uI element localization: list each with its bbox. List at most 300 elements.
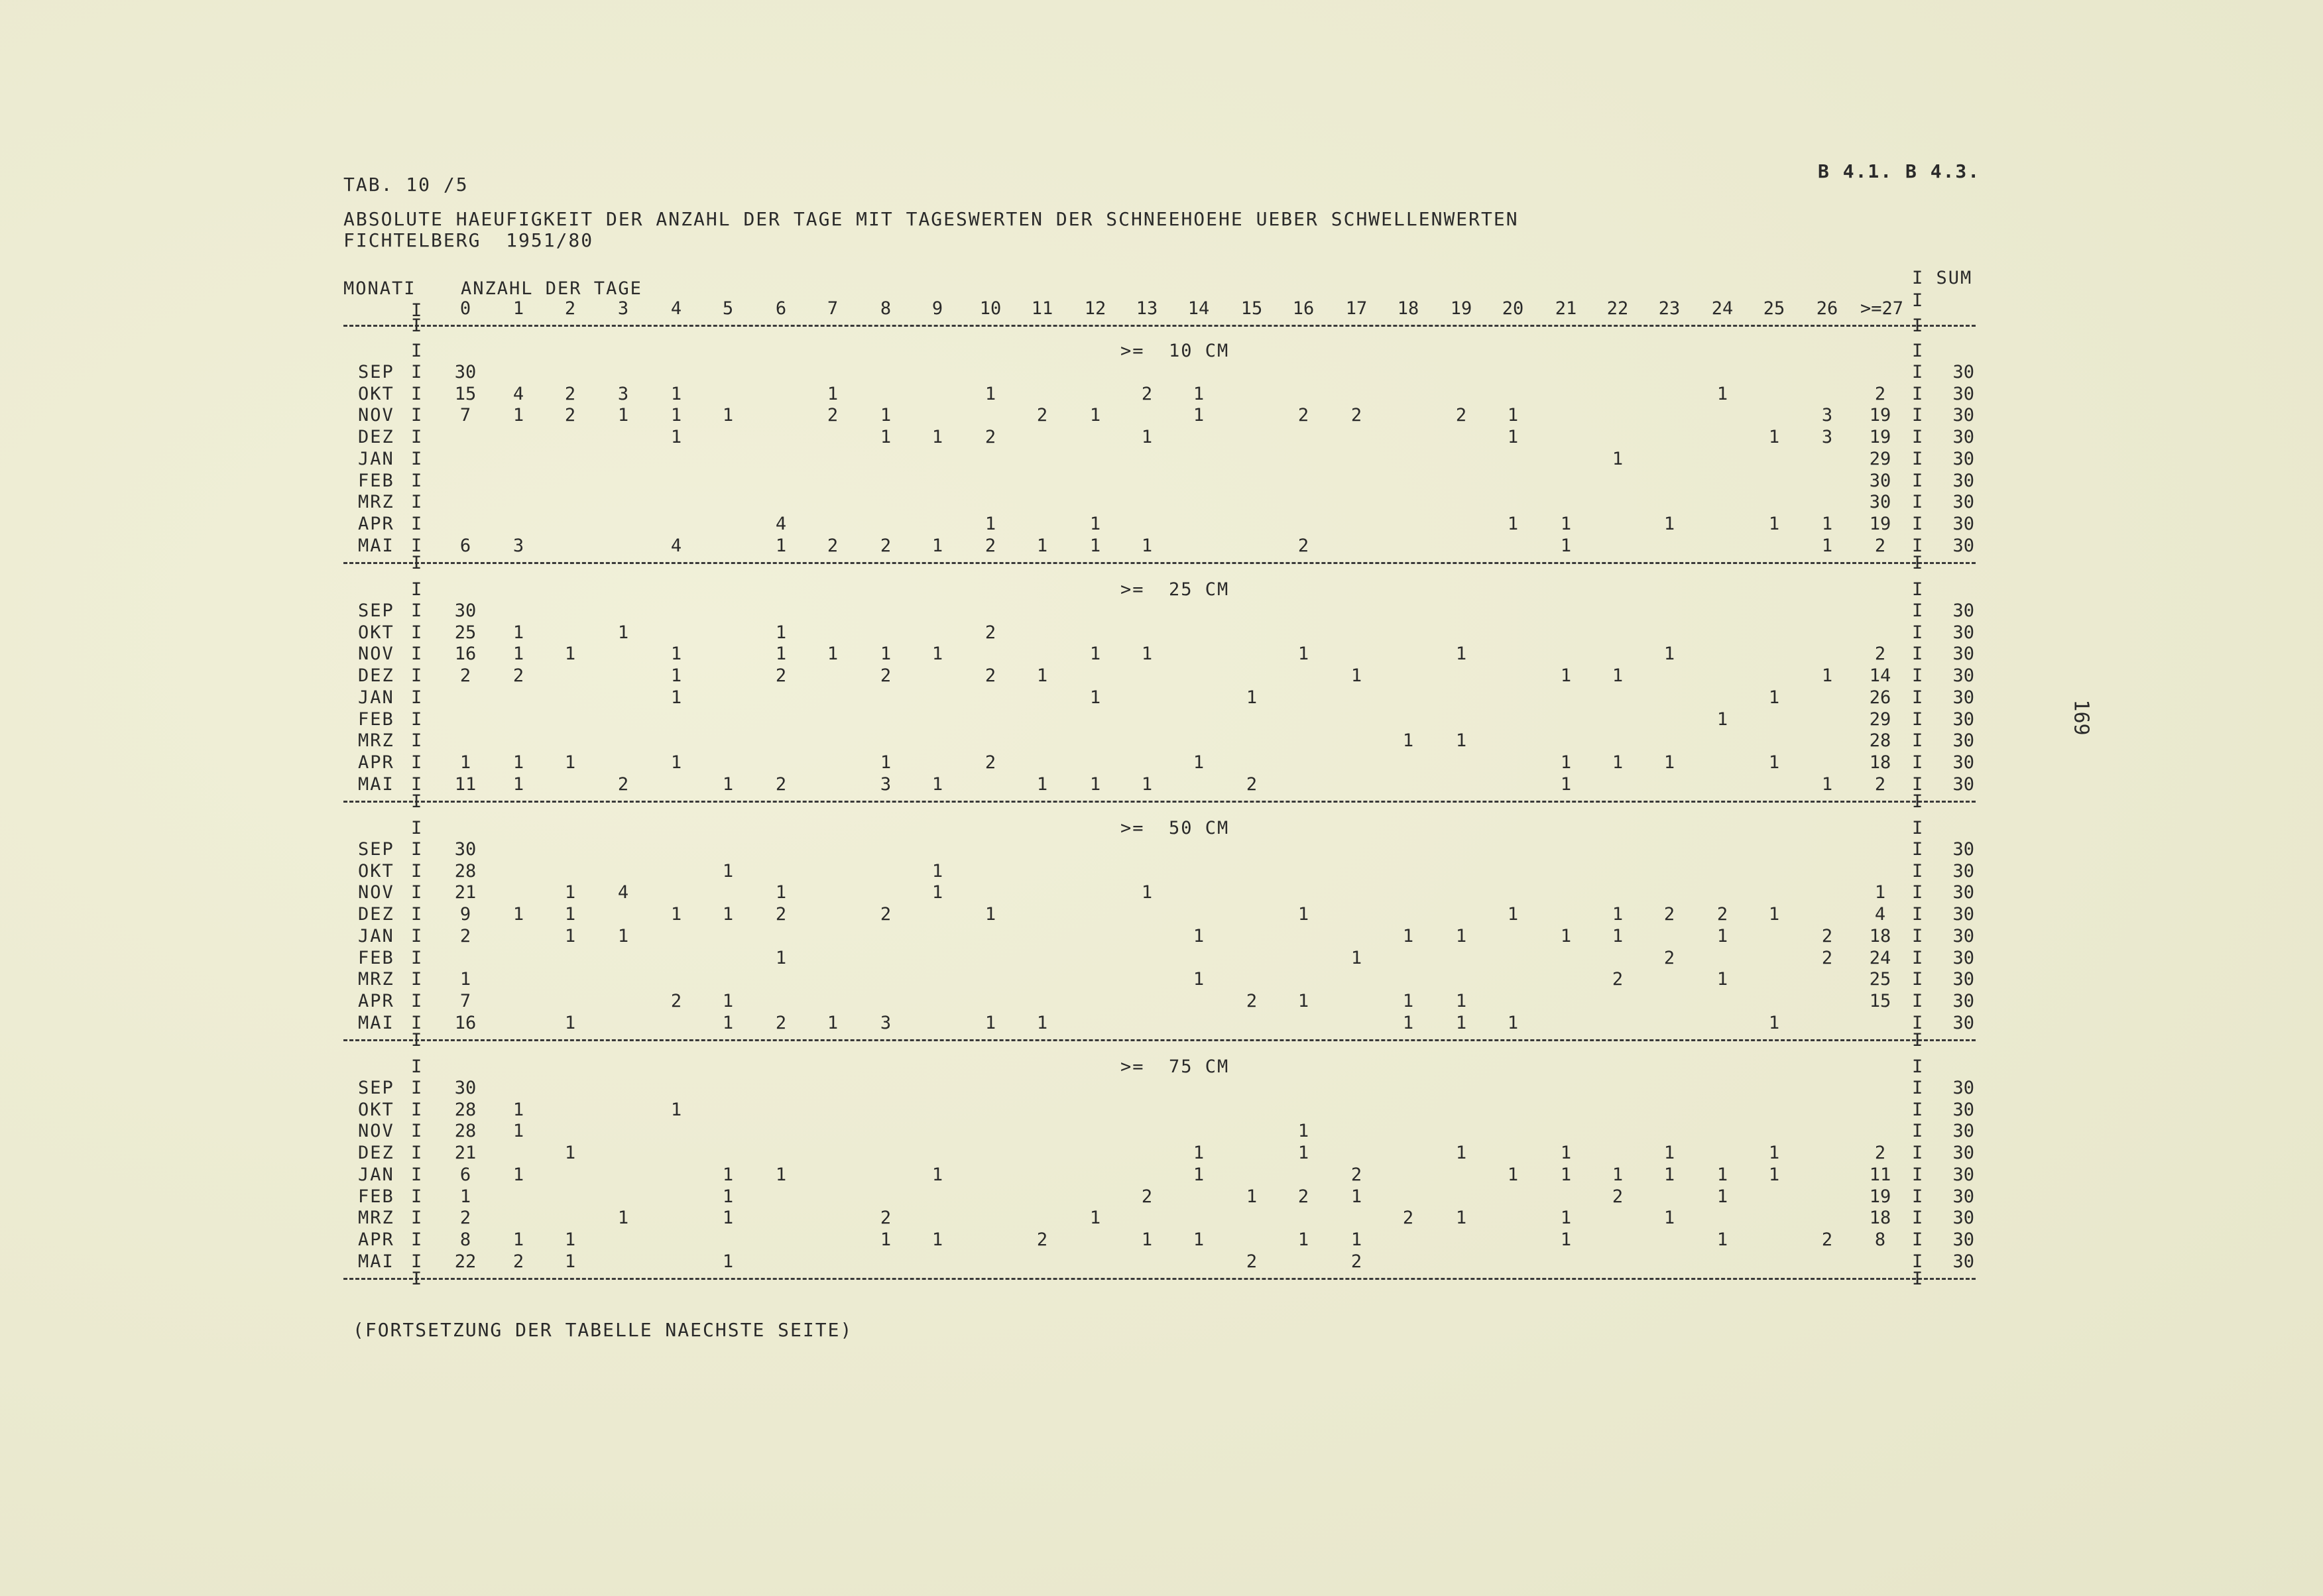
table-cell: 2 (1874, 773, 1886, 795)
sum-bar: I (1912, 1143, 1923, 1164)
sum-bar: I (1912, 687, 1923, 708)
table-cell: 18 (1869, 1208, 1891, 1229)
table-cell: 1 (1768, 513, 1780, 534)
table-cell: 1 (1507, 405, 1519, 426)
table-cell: 7 (459, 405, 471, 426)
table-cell: 9 (459, 904, 471, 925)
sum-bar: I (1912, 1099, 1923, 1120)
month-label: OKT (358, 1099, 394, 1120)
column-header: 15 (1240, 298, 1263, 319)
table-cell: 1 (564, 644, 576, 665)
table-cell: 4 (617, 882, 629, 903)
table-cell: 1 (1350, 1229, 1362, 1250)
table-cell: 1 (1193, 383, 1205, 404)
table-cell: 1 (670, 752, 682, 773)
sum-bar: I (1912, 1078, 1923, 1098)
table-cell: 1 (931, 1229, 943, 1250)
table-cell: 1 (1821, 513, 1833, 534)
table-cell: 1 (1246, 1186, 1258, 1207)
table-cell: 1 (670, 427, 682, 448)
table-cell: 2 (459, 925, 471, 946)
row-bar: I (411, 644, 422, 665)
sum-bar: I (1912, 1164, 1923, 1185)
table-cell: 1 (1455, 990, 1467, 1011)
separator-bar: I (411, 553, 422, 574)
table-cell: 1 (564, 904, 576, 925)
table-cell: 1 (931, 773, 943, 795)
sum-bar: I (1912, 427, 1923, 448)
table-cell: 1 (931, 860, 943, 882)
column-header: 5 (722, 298, 734, 319)
table-cell: 1 (931, 427, 943, 448)
table-cell: 2 (1246, 990, 1258, 1011)
row-sum: 30 (1952, 622, 1974, 643)
column-header: 25 (1763, 298, 1785, 319)
row-bar: I (411, 752, 422, 773)
threshold-label: >= 10 CM (1120, 341, 1230, 361)
table-cell: 1 (459, 1186, 471, 1207)
footer-note: (FORTSETZUNG DER TABELLE NAECHSTE SEITE) (353, 1319, 853, 1341)
month-label: MRZ (358, 730, 394, 752)
table-cell: 1 (1089, 1208, 1101, 1229)
row-sum: 30 (1952, 687, 1974, 708)
column-header: 10 (979, 298, 1002, 319)
month-label: APR (358, 990, 394, 1011)
sum-bar: I (1912, 1229, 1923, 1250)
table-cell: 2 (1246, 1251, 1258, 1272)
table-cell: 1 (617, 925, 629, 946)
table-cell: 1 (1874, 882, 1886, 903)
table-title: ABSOLUTE HAEUFIGKEIT DER ANZAHL DER TAGE MIT TAGESWERTEN DER SCHNEEHOEHE UEBER SCHWELLENWERTEN (343, 208, 1519, 230)
table-cell: 1 (1402, 925, 1414, 946)
table-cell: 1 (722, 405, 734, 426)
table-cell: 1 (722, 990, 734, 1011)
table-cell: 19 (1869, 427, 1891, 448)
table-cell: 1 (1297, 1121, 1309, 1142)
month-label: DEZ (358, 665, 394, 687)
table-cell: 1 (775, 882, 787, 903)
table-cell: 1 (931, 644, 943, 665)
table-cell: 2 (1350, 405, 1362, 426)
header-separator (343, 325, 1976, 327)
table-cell: 21 (454, 882, 477, 903)
month-label: NOV (358, 882, 394, 903)
table-cell: 6 (459, 535, 471, 556)
table-cell: 1 (1193, 405, 1205, 426)
table-cell: 1 (1560, 1143, 1572, 1164)
column-header: 19 (1450, 298, 1472, 319)
table-cell: 2 (1350, 1164, 1362, 1185)
table-cell: 2 (775, 665, 787, 687)
month-label: JAN (358, 687, 394, 708)
row-sum: 30 (1952, 990, 1974, 1011)
month-label: SEP (358, 362, 394, 382)
row-sum: 30 (1952, 470, 1974, 491)
table-cell: 1 (1455, 644, 1467, 665)
table-cell: 15 (1869, 990, 1891, 1011)
column-header: 26 (1816, 298, 1838, 319)
row-sum: 30 (1952, 644, 1974, 665)
row-sum: 30 (1952, 362, 1974, 382)
table-cell: 1 (1663, 644, 1675, 665)
header-bar: I (411, 300, 422, 321)
table-cell: 1 (617, 405, 629, 426)
threshold-bar: I (1912, 818, 1923, 838)
table-cell: 1 (1716, 1229, 1728, 1250)
sum-bar: I (1912, 1121, 1923, 1142)
row-sum: 30 (1952, 1229, 1974, 1250)
table-cell: 30 (454, 600, 477, 621)
column-header: 6 (775, 298, 787, 319)
table-cell: 1 (1560, 752, 1572, 773)
table-cell: 3 (880, 773, 892, 795)
row-bar: I (411, 622, 422, 643)
row-sum: 30 (1952, 969, 1974, 990)
table-cell: 28 (454, 1099, 477, 1120)
table-cell: 1 (1350, 947, 1362, 968)
row-bar: I (411, 513, 422, 534)
table-cell: 2 (775, 773, 787, 795)
row-bar: I (411, 990, 422, 1011)
table-cell: 1 (1507, 904, 1519, 925)
row-sum: 30 (1952, 1208, 1974, 1229)
table-cell: 3 (1821, 405, 1833, 426)
table-cell: 1 (1612, 925, 1624, 946)
row-bar: I (411, 882, 422, 903)
table-cell: 11 (454, 773, 477, 795)
threshold-label: >= 75 CM (1120, 1056, 1230, 1077)
row-bar: I (411, 492, 422, 513)
month-label: MRZ (358, 969, 394, 990)
month-label: APR (358, 752, 394, 773)
month-label: SEP (358, 600, 394, 621)
table-cell: 1 (1141, 1229, 1153, 1250)
table-cell: 1 (1089, 535, 1101, 556)
table-cell: 19 (1869, 405, 1891, 426)
table-cell: 16 (454, 1012, 477, 1033)
sum-bar: I (1912, 947, 1923, 968)
row-bar: I (411, 362, 422, 382)
table-cell: 1 (512, 622, 524, 643)
row-sum: 30 (1952, 925, 1974, 946)
row-sum: 30 (1952, 405, 1974, 426)
sum-bar: I (1912, 383, 1923, 404)
table-cell: 1 (827, 644, 839, 665)
table-cell: 18 (1869, 752, 1891, 773)
table-cell: 1 (670, 904, 682, 925)
table-cell: 1 (722, 1012, 734, 1033)
sum-bar: I (1912, 990, 1923, 1011)
table-cell: 1 (722, 773, 734, 795)
column-header: 1 (512, 298, 524, 319)
sum-bar: I (1912, 665, 1923, 687)
row-sum: 30 (1952, 448, 1974, 469)
table-cell: 2 (617, 773, 629, 795)
table-cell: 1 (1297, 990, 1309, 1011)
table-cell: 29 (1869, 448, 1891, 469)
column-header: 14 (1187, 298, 1210, 319)
table-cell: 30 (454, 839, 477, 860)
row-bar: I (411, 427, 422, 448)
table-cell: 1 (722, 1208, 734, 1229)
column-header: 9 (931, 298, 943, 319)
separator-bar: I (1912, 315, 1923, 336)
table-cell: 1 (984, 904, 996, 925)
table-cell: 4 (512, 383, 524, 404)
table-cell: 1 (670, 644, 682, 665)
table-cell: 1 (1036, 665, 1048, 687)
sum-bar: I (1912, 644, 1923, 665)
row-bar: I (411, 947, 422, 968)
table-cell: 1 (1193, 1229, 1205, 1250)
column-header: 7 (827, 298, 839, 319)
table-cell: 1 (775, 535, 787, 556)
row-sum: 30 (1952, 947, 1974, 968)
table-cell: 1 (1560, 773, 1572, 795)
table-cell: 1 (1768, 1012, 1780, 1033)
header-monat: MONATI (343, 278, 416, 299)
table-cell: 1 (1455, 730, 1467, 752)
table-cell: 2 (1874, 644, 1886, 665)
table-cell: 2 (1297, 405, 1309, 426)
month-label: MAI (358, 1012, 394, 1033)
row-bar: I (411, 1012, 422, 1033)
table-cell: 1 (564, 925, 576, 946)
table-cell: 1 (1507, 1164, 1519, 1185)
row-sum: 30 (1952, 383, 1974, 404)
sum-bar: I (1912, 709, 1923, 730)
month-label: NOV (358, 405, 394, 426)
column-header: 8 (880, 298, 892, 319)
table-cell: 2 (1297, 1186, 1309, 1207)
table-cell: 14 (1869, 665, 1891, 687)
table-cell: 19 (1869, 513, 1891, 534)
table-cell: 30 (1869, 470, 1891, 491)
table-cell: 2 (1874, 1143, 1886, 1164)
table-cell: 1 (564, 1229, 576, 1250)
table-cell: 2 (1141, 383, 1153, 404)
table-cell: 3 (1821, 427, 1833, 448)
row-bar: I (411, 1208, 422, 1229)
column-header: 13 (1136, 298, 1158, 319)
table-cell: 1 (1193, 1164, 1205, 1185)
row-sum: 30 (1952, 513, 1974, 534)
table-cell: 1 (984, 383, 996, 404)
table-subtitle: FICHTELBERG 1951/80 (343, 229, 594, 251)
table-cell: 2 (512, 1251, 524, 1272)
table-cell: 1 (1402, 730, 1414, 752)
table-cell: 1 (1089, 644, 1101, 665)
sum-bar: I (1912, 622, 1923, 643)
table-cell: 1 (1141, 644, 1153, 665)
row-sum: 30 (1952, 904, 1974, 925)
table-cell: 16 (454, 644, 477, 665)
table-cell: 1 (1663, 1143, 1675, 1164)
table-cell: 1 (1768, 427, 1780, 448)
table-cell: 1 (512, 1229, 524, 1250)
table-number: TAB. 10 /5 (343, 174, 469, 196)
column-header: 21 (1555, 298, 1577, 319)
table-cell: 1 (512, 752, 524, 773)
table-cell: 2 (827, 535, 839, 556)
table-cell: 2 (564, 405, 576, 426)
table-cell: 1 (564, 1012, 576, 1033)
header-sum: SUM (1936, 268, 1973, 288)
column-header: 20 (1502, 298, 1524, 319)
row-sum: 30 (1952, 882, 1974, 903)
table-cell: 18 (1869, 925, 1891, 946)
table-cell: 1 (1036, 773, 1048, 795)
table-cell: 1 (775, 947, 787, 968)
table-cell: 1 (931, 1164, 943, 1185)
month-label: JAN (358, 925, 394, 946)
separator-bar: I (1912, 1269, 1923, 1290)
separator-bar: I (411, 1269, 422, 1290)
table-cell: 1 (1663, 513, 1675, 534)
table-cell: 1 (1560, 1229, 1572, 1250)
table-cell: 28 (1869, 730, 1891, 752)
row-bar: I (411, 969, 422, 990)
table-cell: 2 (1663, 904, 1675, 925)
section-separator (343, 1039, 1976, 1041)
column-header: 4 (670, 298, 682, 319)
table-cell: 1 (880, 752, 892, 773)
table-cell: 2 (1246, 773, 1258, 795)
table-cell: 1 (1246, 687, 1258, 708)
row-bar: I (411, 860, 422, 882)
table-cell: 1 (617, 1208, 629, 1229)
table-cell: 1 (1663, 1208, 1675, 1229)
table-cell: 2 (512, 665, 524, 687)
table-cell: 1 (1768, 904, 1780, 925)
table-cell: 1 (775, 622, 787, 643)
column-header: >=27 (1860, 298, 1904, 319)
row-sum: 30 (1952, 752, 1974, 773)
table-cell: 2 (1350, 1251, 1362, 1272)
month-label: APR (358, 1229, 394, 1250)
table-cell: 1 (1193, 969, 1205, 990)
table-cell: 1 (1193, 1143, 1205, 1164)
table-cell: 1 (459, 752, 471, 773)
row-bar: I (411, 405, 422, 426)
table-cell: 1 (1141, 773, 1153, 795)
separator-bar: I (411, 1030, 422, 1051)
sum-bar: I (1912, 448, 1923, 469)
header-sum-bar: I SUM (1912, 268, 1973, 288)
table-cell: 1 (1612, 1164, 1624, 1185)
column-header: 24 (1711, 298, 1734, 319)
table-cell: 1 (1768, 752, 1780, 773)
table-cell: 1 (670, 687, 682, 708)
table-cell: 1 (512, 904, 524, 925)
table-cell: 2 (984, 427, 996, 448)
table-cell: 2 (1821, 1229, 1833, 1250)
table-cell: 1 (1455, 1208, 1467, 1229)
table-cell: 1 (564, 1251, 576, 1272)
table-cell: 2 (775, 904, 787, 925)
table-cell: 1 (1768, 1164, 1780, 1185)
table-cell: 1 (1089, 513, 1101, 534)
table-cell: 6 (459, 1164, 471, 1185)
month-label: NOV (358, 644, 394, 665)
threshold-bar: I (1912, 1056, 1923, 1077)
month-label: JAN (358, 1164, 394, 1185)
month-label: MRZ (358, 492, 394, 513)
table-cell: 1 (1821, 773, 1833, 795)
table-cell: 4 (670, 535, 682, 556)
row-sum: 30 (1952, 1251, 1974, 1272)
table-cell: 1 (984, 513, 996, 534)
table-cell: 2 (1821, 925, 1833, 946)
table-cell: 1 (1663, 752, 1675, 773)
row-sum: 30 (1952, 730, 1974, 752)
table-cell: 1 (670, 1099, 682, 1120)
table-cell: 2 (1036, 405, 1048, 426)
table-cell: 1 (564, 752, 576, 773)
row-sum: 30 (1952, 665, 1974, 687)
table-cell: 3 (512, 535, 524, 556)
table-cell: 1 (1455, 1012, 1467, 1033)
threshold-bar: I (411, 341, 422, 361)
table-cell: 1 (880, 427, 892, 448)
table-cell: 1 (1716, 1186, 1728, 1207)
table-cell: 1 (1663, 1164, 1675, 1185)
month-label: SEP (358, 1078, 394, 1098)
threshold-label: >= 25 CM (1120, 579, 1230, 600)
table-cell: 1 (1455, 1143, 1467, 1164)
row-sum: 30 (1952, 773, 1974, 795)
table-cell: 1 (775, 1164, 787, 1185)
table-cell: 1 (880, 644, 892, 665)
threshold-label: >= 50 CM (1120, 818, 1230, 838)
table-cell: 2 (1402, 1208, 1414, 1229)
month-label: SEP (358, 839, 394, 860)
table-cell: 1 (1402, 1012, 1414, 1033)
table-cell: 1 (1455, 925, 1467, 946)
row-bar: I (411, 470, 422, 491)
table-cell: 28 (454, 860, 477, 882)
row-sum: 30 (1952, 1164, 1974, 1185)
column-header: 22 (1606, 298, 1629, 319)
sum-bar: I (1912, 513, 1923, 534)
column-header: 2 (564, 298, 576, 319)
table-cell: 1 (880, 405, 892, 426)
table-cell: 2 (880, 1208, 892, 1229)
row-bar: I (411, 1164, 422, 1185)
table-cell: 19 (1869, 1186, 1891, 1207)
month-label: FEB (358, 947, 394, 968)
table-cell: 1 (1193, 925, 1205, 946)
threshold-bar: I (411, 579, 422, 600)
sum-bar: I (1912, 470, 1923, 491)
month-label: MAI (358, 1251, 394, 1272)
table-cell: 1 (617, 622, 629, 643)
row-bar: I (411, 1121, 422, 1142)
row-sum: 30 (1952, 492, 1974, 513)
table-cell: 2 (459, 1208, 471, 1229)
table-cell: 1 (984, 1012, 996, 1033)
row-sum: 30 (1952, 1099, 1974, 1120)
threshold-bar: I (1912, 341, 1923, 361)
table-cell: 1 (1560, 665, 1572, 687)
month-label: DEZ (358, 1143, 394, 1164)
table-cell: 1 (1560, 1208, 1572, 1229)
table-cell: 2 (1663, 947, 1675, 968)
table-cell: 1 (670, 383, 682, 404)
row-bar: I (411, 1251, 422, 1272)
table-cell: 1 (1141, 427, 1153, 448)
separator-bar: I (1912, 791, 1923, 813)
